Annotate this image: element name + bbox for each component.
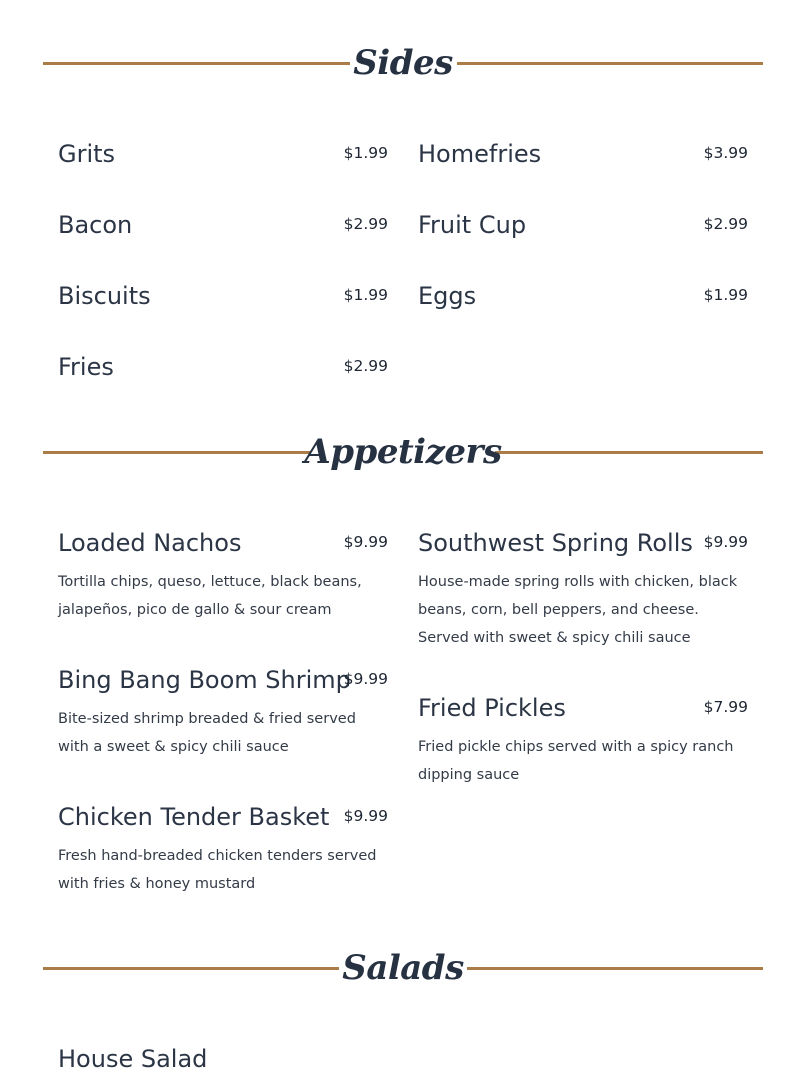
section-title-sides: Sides xyxy=(353,43,453,83)
item-name: House Salad xyxy=(58,1045,208,1073)
item-name: Southwest Spring Rolls xyxy=(418,529,693,557)
item-name: Bacon xyxy=(58,211,133,239)
item-price: $7.99 xyxy=(703,698,748,716)
item-price: $1.99 xyxy=(703,286,748,304)
section-header-appetizers xyxy=(43,427,763,477)
section-title-salads: Salads xyxy=(342,948,464,988)
item-name: Fried Pickles xyxy=(418,694,566,722)
item-name: Chicken Tender Basket xyxy=(58,803,330,831)
item-name: Bing Bang Boom Shrimp xyxy=(58,666,351,694)
item-price: $1.99 xyxy=(343,144,388,162)
item-price: $2.99 xyxy=(343,357,388,375)
item-price: $9.99 xyxy=(343,670,388,688)
item-description: Fresh hand-breaded chicken tenders served with fries & honey mustard xyxy=(58,848,377,892)
item-price: $9.99 xyxy=(343,533,388,551)
item-price: $9.99 xyxy=(703,533,748,551)
item-price: $2.99 xyxy=(343,215,388,233)
item-name: Eggs xyxy=(418,282,477,310)
section-header-sides xyxy=(43,38,763,88)
item-description: Fried pickle chips served with a spicy ranch dipping sauce xyxy=(418,739,734,783)
item-price: $1.99 xyxy=(343,286,388,304)
section-title-appetizers: Appetizers xyxy=(304,432,502,472)
item-description: House-made spring rolls with chicken, black beans, corn, bell peppers, and cheese. Served with sweet & spicy chili sauce xyxy=(418,574,738,646)
item-name: Homefries xyxy=(418,140,542,168)
section-header-salads xyxy=(43,943,763,993)
item-name: Biscuits xyxy=(58,282,151,310)
item-price: $3.99 xyxy=(703,144,748,162)
item-name: Grits xyxy=(58,140,116,168)
item-name: Fries xyxy=(58,353,114,381)
item-price: $9.99 xyxy=(343,807,388,825)
item-name: Loaded Nachos xyxy=(58,529,242,557)
item-name: Fruit Cup xyxy=(418,211,527,239)
item-description: Bite-sized shrimp breaded & fried served with a sweet & spicy chili sauce xyxy=(58,711,356,755)
item-price: $2.99 xyxy=(703,215,748,233)
item-description: Tortilla chips, queso, lettuce, black beans, jalapeños, pico de gallo & sour cream xyxy=(58,574,362,618)
